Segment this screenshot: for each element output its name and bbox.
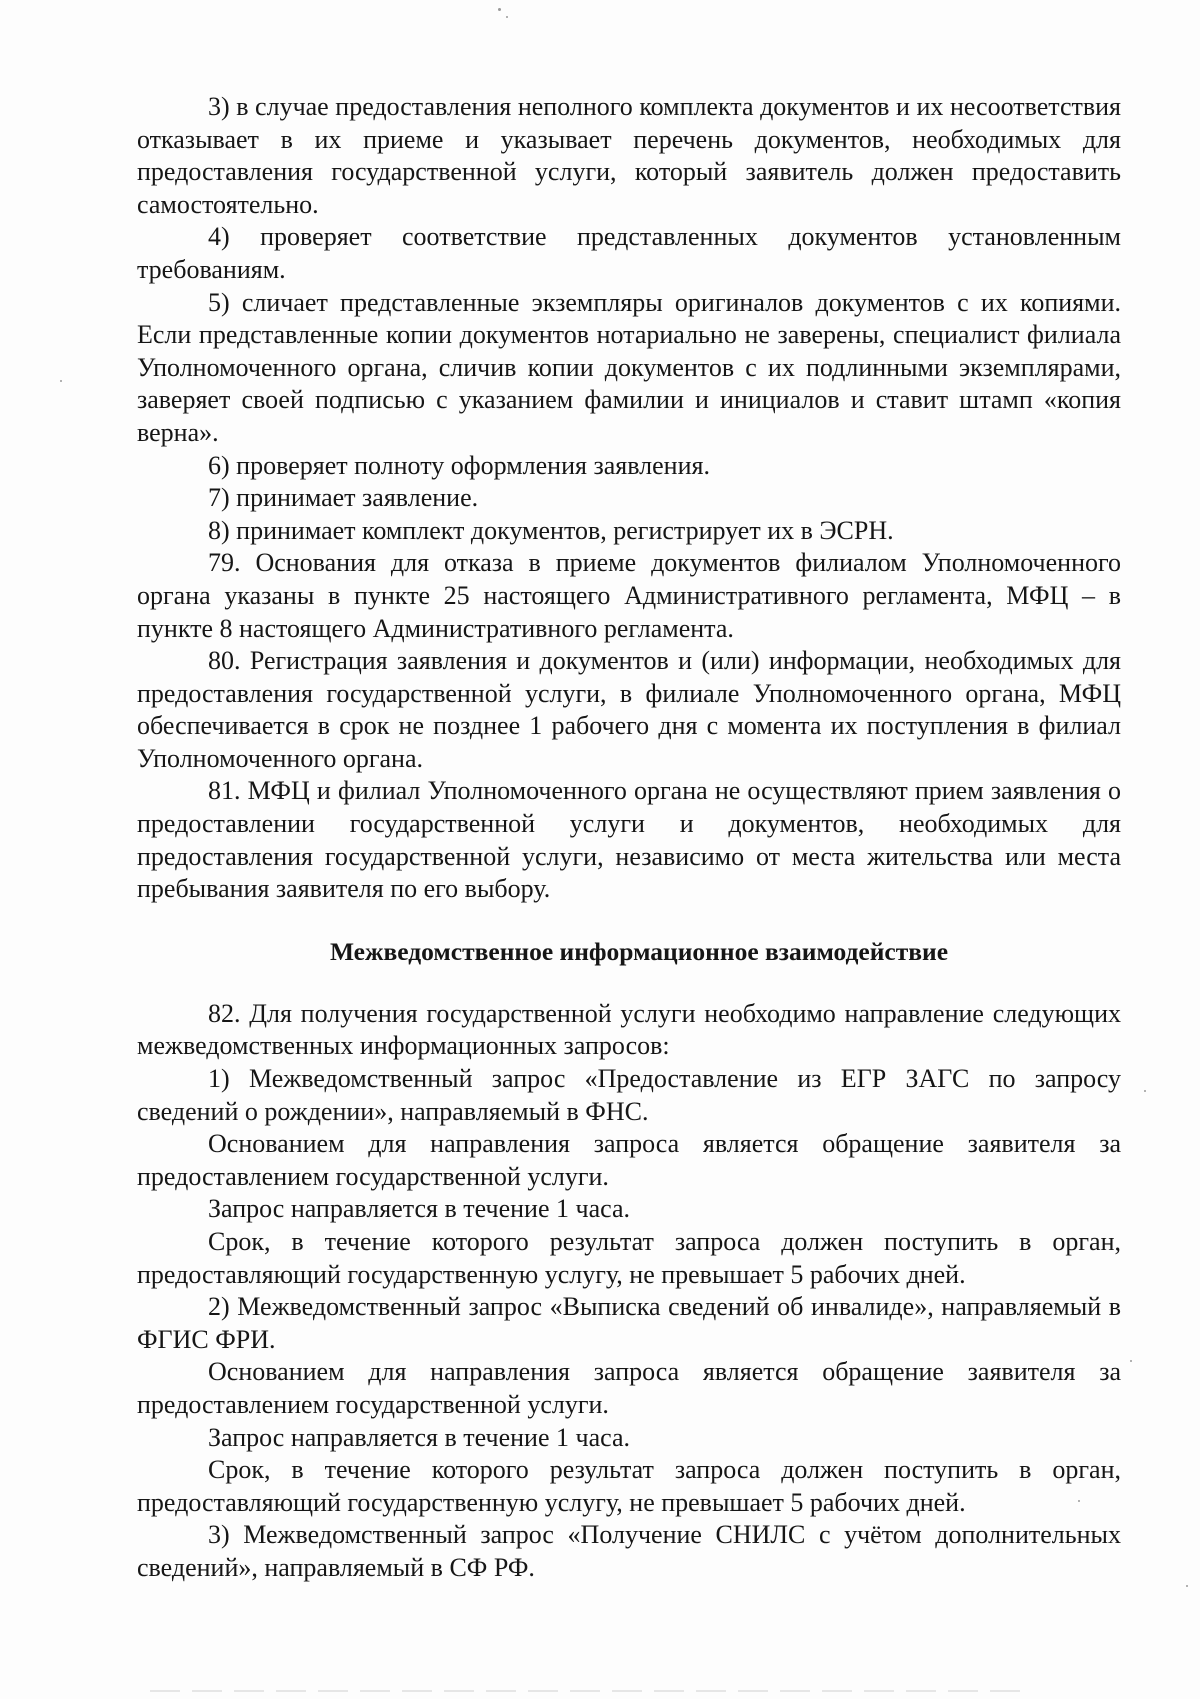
paragraph-request-2-basis: Основанием для направления запроса является обращение заявителя за предоставлением государственной услуги. [137,1357,1121,1419]
scan-speck [506,16,508,18]
scan-speck [1078,1500,1080,1502]
scan-speck [1186,1585,1188,1587]
paragraph-item-8: 8) принимает комплект документов, регистрирует их в ЭСРН. [208,515,894,545]
paragraph-item-4: 4) проверяет соответствие представленных документов установленным требованиям. [137,222,1121,284]
scan-speck [1130,1360,1132,1362]
document-body [137,91,1121,1585]
paragraph-request-1-basis: Основанием для направления запроса является обращение заявителя за предоставлением государственной услуги. [137,1129,1121,1191]
paragraph-request-3: 3) Межведомственный запрос «Получение СНИЛС с учётом дополнительных сведений», направляемый в СФ РФ. [137,1520,1121,1582]
section-heading: Межведомственное информационное взаимодействие [329,936,949,966]
paragraph-item-3: 3) в случае предоставления неполного комплекта документов и их несоответствия отказывает в их приеме и указывает перечень документов, необходимых для предоставления государственной услуги, который заявитель должен предоставить самостоятельно. [137,92,1121,219]
scan-speck [498,8,501,11]
paragraph-request-2-timing: Запрос направляется в течение 1 часа. [208,1422,631,1452]
paragraph-82: 82. Для получения государственной услуги необходимо направление следующих межведомственных информационных запросов: [137,998,1121,1061]
paragraph-80: 80. Регистрация заявления и документов и (или) информации, необходимых для предоставления государственной услуги, в филиале Уполномоченного органа, МФЦ обеспечивается в срок не позднее 1 рабочего дня с момента их поступления в филиал Уполномоченного органа. [137,646,1121,773]
paragraph-item-5: 5) сличает представленные экземпляры оригиналов документов с их копиями. Если представленные копии документов нотариально не заверены, специалист филиала Уполномоченного органа, сличив копии документов с их подлинными экземплярами, заверяет своей подписью с указанием фамилии и инициалов и ставит штамп «копия верна». [137,287,1121,447]
paragraph-79: 79. Основания для отказа в приеме документов филиалом Уполномоченного органа указаны в пункте 25 настоящего Административного регламента, МФЦ – в пункте 8 настоящего Административного регламента. [137,548,1121,643]
paragraph-request-1-timing: Запрос направляется в течение 1 часа. [208,1194,631,1224]
paragraph-request-2-deadline: Срок, в течение которого результат запроса должен поступить в орган, предоставляющий государственную услугу, не превышает 5 рабочих дней. [137,1455,1121,1517]
paragraph-request-1: 1) Межведомственный запрос «Предоставление из ЕГР ЗАГС по запросу сведений о рождении», направляемый в ФНС. [137,1064,1121,1126]
paragraph-request-1-deadline: Срок, в течение которого результат запроса должен поступить в орган, предоставляющий государственную услугу, не превышает 5 рабочих дней. [137,1227,1121,1289]
scan-speck [60,380,62,382]
scan-speck [1144,1090,1146,1092]
paragraph-item-7: 7) принимает заявление. [208,483,479,513]
paragraph-request-2: 2) Межведомственный запрос «Выписка сведений об инвалиде», направляемый в ФГИС ФРИ. [137,1292,1121,1354]
paragraph-item-6: 6) проверяет полноту оформления заявления. [208,450,710,480]
scan-bottom-edge [150,1690,1030,1692]
paragraph-81: 81. МФЦ и филиал Уполномоченного органа не осуществляют прием заявления о предоставлении государственной услуги и документов, необходимых для предоставления государственной услуги, независимо от места жительства или места пребывания заявителя по его выбору. [137,776,1121,904]
